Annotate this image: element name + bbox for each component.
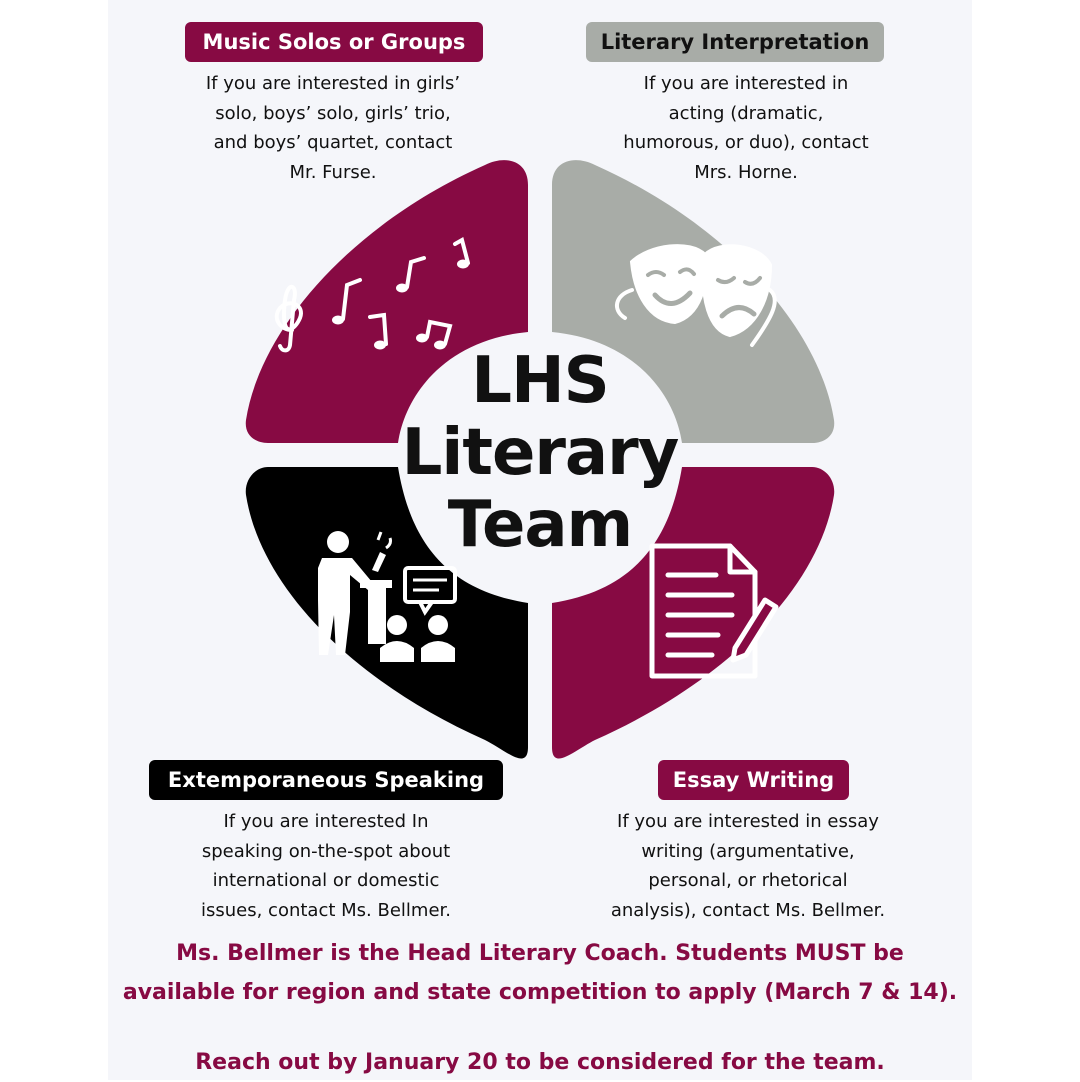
description-line: Mr. Furse. — [289, 161, 377, 183]
description-line: issues, contact Ms. Bellmer. — [201, 899, 451, 921]
description-line: Mrs. Horne. — [694, 161, 798, 183]
coach-notice-line-2: available for region and state competition to apply (March 7 & 14). — [122, 980, 958, 1005]
music-description — [183, 69, 483, 187]
deadline-notice — [108, 1043, 972, 1082]
extemporaneous-description — [176, 807, 476, 925]
coach-notice-line-1: Ms. Bellmer is the Head Literary Coach. Students MUST be — [176, 941, 904, 966]
essay-section-label: Essay Writing — [658, 760, 849, 800]
literary-interpretation-section-label: Literary Interpretation — [586, 22, 884, 62]
music-section-label: Music Solos or Groups — [185, 22, 483, 62]
title-line-1: LHS — [471, 344, 609, 418]
title-line-2: Literary — [401, 416, 679, 490]
description-line: If you are interested in girls’ — [205, 73, 461, 94]
description-line: If you are interested in essay — [617, 811, 879, 832]
description-line: international or domestic — [212, 870, 440, 891]
team-title — [380, 345, 700, 561]
description-line: personal, or rhetorical — [648, 870, 848, 891]
description-line: analysis), contact Ms. Bellmer. — [610, 899, 886, 921]
description-line: writing (argumentative, — [641, 840, 855, 862]
coach-notice — [108, 934, 972, 1012]
title-line-3: Team — [447, 488, 633, 562]
description-line: solo, boys’ solo, girls’ trio, — [215, 102, 451, 124]
description-line: acting (dramatic, — [668, 102, 824, 124]
description-line: humorous, or duo), contact — [623, 132, 869, 153]
extemporaneous-section-label: Extemporaneous Speaking — [149, 760, 503, 800]
description-line: and boys’ quartet, contact — [213, 132, 453, 153]
deadline-notice-line: Reach out by January 20 to be considered for the team. — [195, 1050, 885, 1075]
description-line: If you are interested in — [643, 73, 849, 94]
description-line: If you are interested In — [223, 811, 429, 832]
description-line: speaking on-the-spot about — [201, 840, 451, 862]
literary-interpretation-description — [596, 69, 896, 187]
essay-description — [598, 807, 898, 925]
